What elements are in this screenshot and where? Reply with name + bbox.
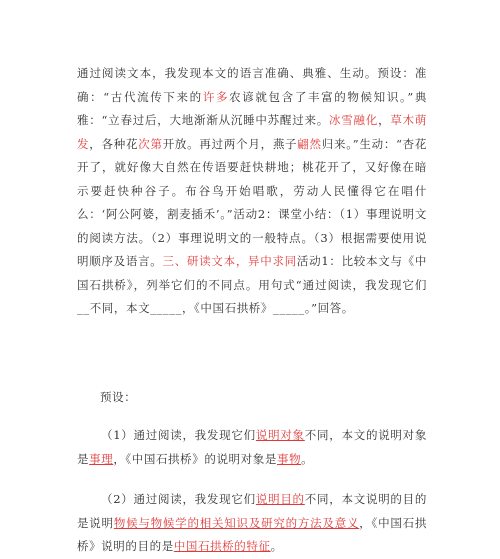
highlight-text: 翩然 <box>297 136 322 151</box>
text-segment: ，《中国石拱桥》的说明对象是 <box>113 451 277 466</box>
text-segment: ， <box>378 113 391 127</box>
underlined-answer: 说明目的 <box>255 492 305 506</box>
text-segment: 活动1：比较本文与《中国石拱桥》，列举它们的不同点。用句式“通过阅读，我发现它们__不同，本文_____，《中国石拱桥》_____。”回答。 <box>77 254 427 315</box>
highlight-text: 次第 <box>138 136 163 151</box>
text-segment: 归来。”生动：“杏花开了，就好像大自然在传语要赶快耕地；桃花开了，又好像在暗示要赶快种谷子。布谷鸟开始唱歌，劳动人民懂得它在唱什么：‘阿公阿婆，割麦插禾’。”活动2：课堂小结：（1）事理说明文的阅读方法。（2）事理说明文的一般特点。（3）根据需要使用说明顺序及语言。 <box>77 136 428 268</box>
underlined-answer: 说明对象 <box>255 428 305 442</box>
paragraph-language-features <box>77 62 427 321</box>
highlight-text: 草木萌发 <box>77 113 427 151</box>
text-segment: 通过阅读文本，我发现本文的语言准确、典雅、生动。预设：准确：“古代流传下来的 <box>77 66 427 104</box>
text-segment: 不同，本文的说明对象是 <box>77 428 427 466</box>
underlined-answer: 事物 <box>276 451 302 466</box>
underlined-answer: 中国石拱桥的特征 <box>173 539 271 553</box>
text-segment: （1）通过阅读，我发现它们 <box>101 428 256 442</box>
text-segment: 不同，本文说明的目的是说明 <box>77 492 427 530</box>
underlined-answer: 事理 <box>89 451 114 466</box>
underlined-answer: 物候与物候学的相关知识及研究的方法及意义 <box>113 515 360 530</box>
highlight-text: 许多 <box>202 89 230 104</box>
text-segment: 开放。再过两个月，燕子 <box>162 136 298 151</box>
text-segment: 。 <box>270 539 283 553</box>
text-segment: 农谚就包含了丰富的物候知识。”典雅：“立春过后，大地渐渐从沉睡中苏醒过来。 <box>77 89 427 127</box>
section-heading: 三、研读文本，异中求同 <box>162 254 297 268</box>
preset-label <box>100 386 450 410</box>
text-segment: ，《中国石拱桥》说明的目的是 <box>77 515 427 553</box>
preset-text: 预设： <box>100 390 137 404</box>
highlight-text: 冰雪融化 <box>329 113 379 127</box>
paragraph-preset-2 <box>77 488 427 559</box>
text-segment: 。 <box>301 451 314 466</box>
text-segment: ，各种花 <box>89 136 139 151</box>
text-segment: （2）通过阅读，我发现它们 <box>101 492 256 506</box>
paragraph-preset-1 <box>77 424 427 471</box>
